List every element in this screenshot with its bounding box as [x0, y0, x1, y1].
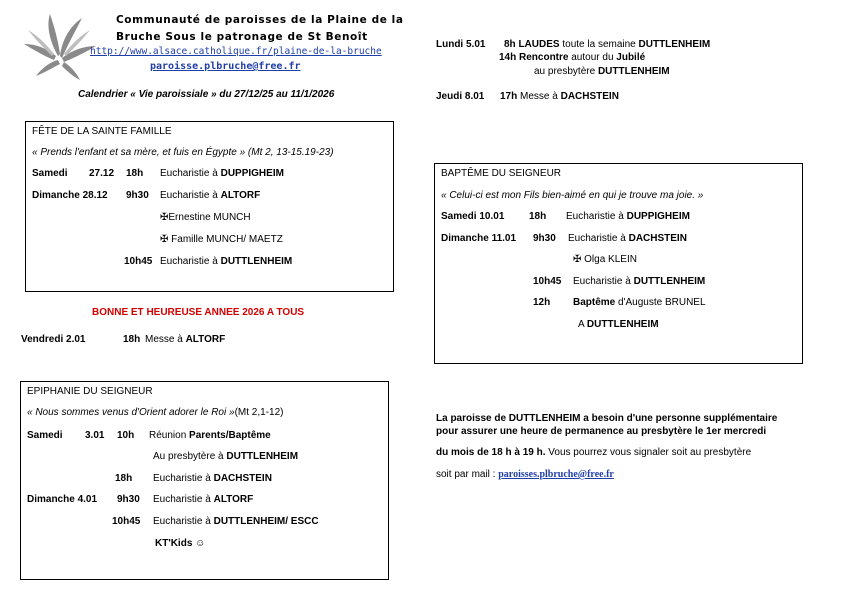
bp-r5-text: d'Auguste BRUNEL	[615, 297, 706, 308]
header-line-2: Bruche Sous le patronage de St Benoît	[116, 31, 368, 43]
ep-r5-time: 10h45	[112, 516, 141, 527]
calendar-title: Calendrier « Vie paroissiale » du 27/12/25 au 11/1/2026	[78, 89, 335, 100]
sf-r2-time: 9h30	[126, 190, 149, 201]
sainte-famille-quote: « Prends l'enfant et sa mère, et fuis en Égypte » (Mt 2, 13-15.19-23)	[32, 147, 334, 158]
bp-r2-daydate: Dimanche 11.01	[441, 233, 517, 244]
rt-l4-line	[500, 91, 619, 103]
notice-l3-bold: du mois de 18 h à 19 h.	[436, 447, 546, 458]
ep-r3-time: 18h	[115, 473, 133, 484]
sf-r1-line	[160, 168, 284, 180]
bp-r4-place: DUTTLENHEIM	[633, 276, 706, 287]
ep-r1-bold: Parents/Baptême	[189, 430, 271, 441]
bp-r5-time: 12h	[533, 297, 551, 308]
vendredi-daydate: Vendredi 2.01	[21, 334, 86, 345]
rt-l4-place: DACHSTEIN	[560, 91, 619, 102]
bp-r1-line	[566, 211, 690, 223]
ep-r5-line	[153, 516, 319, 528]
ep-r6-ktkids: KT'Kids ☺	[155, 538, 206, 549]
ep-r5-place: DUTTLENHEIM/ ESCC	[213, 516, 319, 527]
sf-r1-place: DUPPIGHEIM	[220, 168, 284, 179]
header-line-1: Communauté de paroisses de la Plaine de la	[116, 14, 404, 26]
bp-r6-text: A	[578, 319, 587, 330]
notice-l4-text: soit par mail :	[436, 469, 499, 480]
rt-l1-time: 8h	[504, 39, 516, 50]
bp-r5-line	[573, 297, 706, 309]
ep-r4-place: ALTORF	[213, 494, 254, 505]
sf-r5-place: DUTTLENHEIM	[220, 256, 293, 267]
sf-r1-time: 18h	[126, 168, 144, 179]
notice-line-1: La paroisse de DUTTLENHEIM a besoin d'une personne supplémentaire	[436, 413, 778, 424]
bapteme-quote: « Celui-ci est mon Fils bien-aimé en qui je trouve ma joie. »	[441, 190, 704, 201]
rt-l1-daydate: Lundi 5.01	[436, 39, 486, 50]
rt-l3-text: au presbytère	[534, 66, 598, 77]
ep-r4-daydate: Dimanche 4.01	[27, 494, 98, 505]
sf-r5-text: Eucharistie à	[160, 256, 221, 267]
vendredi-text: Messe à	[145, 334, 186, 345]
ep-r1-line	[149, 430, 271, 442]
ep-r1-text: Réunion	[149, 430, 190, 441]
ep-r4-line	[153, 494, 253, 506]
ep-r1-day: Samedi	[27, 430, 63, 441]
parish-logo	[20, 12, 98, 84]
bapteme-title: BAPTÊME DU SEIGNEUR	[441, 168, 562, 179]
rt-l2-bold2: Jubilé	[616, 52, 646, 63]
email-link[interactable]: paroisse.plbruche@free.fr	[150, 61, 301, 72]
notice-l3-text: Vous pourrez vous signaler soit au presbytère	[545, 447, 752, 458]
bp-r1-place: DUPPIGHEIM	[626, 211, 690, 222]
rt-l4-time: 17h	[500, 91, 518, 102]
ep-r1-date: 3.01	[85, 430, 105, 441]
ep-r4-time: 9h30	[117, 494, 140, 505]
bp-r3-intention: ✠ Olga KLEIN	[573, 254, 637, 265]
ep-r1-time: 10h	[117, 430, 135, 441]
sf-r1-day: Samedi	[32, 168, 68, 179]
ep-r3-line	[153, 473, 272, 485]
ep-r2-line	[153, 451, 298, 463]
sf-r2-place: ALTORF	[220, 190, 261, 201]
ep-r2-text: Au presbytère à	[153, 451, 227, 462]
bp-r2-time: 9h30	[533, 233, 556, 244]
bp-r4-line	[573, 276, 705, 288]
epiphanie-title: EPIPHANIE DU SEIGNEUR	[27, 386, 153, 397]
vendredi-time: 18h	[123, 334, 141, 345]
sf-r2-text: Eucharistie à	[160, 190, 221, 201]
sf-r5-time: 10h45	[124, 256, 153, 267]
epiphanie-ref: (Mt 2,1-12)	[234, 407, 284, 418]
bp-r2-place: DACHSTEIN	[628, 233, 687, 244]
bp-r1-time: 18h	[529, 211, 547, 222]
sainte-famille-title: FÊTE DE LA SAINTE FAMILLE	[32, 126, 172, 137]
rt-l1-bold: LAUDES	[518, 39, 560, 50]
new-year-greeting: BONNE ET HEUREUSE ANNEE 2026 A TOUS	[92, 307, 305, 318]
ep-r4-text: Eucharistie à	[153, 494, 214, 505]
sf-r1-text: Eucharistie à	[160, 168, 221, 179]
sf-r3-intention: ✠Ernestine MUNCH	[160, 212, 251, 223]
sf-r4-intention: ✠ Famille MUNCH/ MAETZ	[160, 234, 283, 245]
bp-r2-text: Eucharistie à	[568, 233, 629, 244]
rt-l3-line	[534, 66, 670, 78]
bp-r1-text: Eucharistie à	[566, 211, 627, 222]
sf-r2-daydate: Dimanche 28.12	[32, 190, 108, 201]
bp-r4-text: Eucharistie à	[573, 276, 634, 287]
sf-r2-line	[160, 190, 260, 202]
notice-line-3	[436, 447, 751, 459]
vendredi-place: ALTORF	[185, 334, 226, 345]
epiphanie-quote: « Nous sommes venus d'Orient adorer le Roi »	[27, 407, 235, 418]
bp-r6-line	[578, 319, 659, 331]
rt-l1-line	[504, 39, 710, 51]
rt-l2-text: autour du	[568, 52, 617, 63]
ep-r2-place: DUTTLENHEIM	[226, 451, 299, 462]
bp-r5-bold: Baptême	[573, 297, 616, 308]
bp-r2-line	[568, 233, 687, 245]
vendredi-line	[145, 334, 225, 346]
website-link[interactable]: http://www.alsace.catholique.fr/plaine-de-la-bruche	[90, 46, 382, 57]
rt-l2-bold: Rencontre	[519, 52, 569, 63]
notice-line-4	[436, 469, 614, 481]
epiphanie-quote-line	[27, 407, 283, 419]
rt-l4-daydate: Jeudi 8.01	[436, 91, 485, 102]
rt-l2-time: 14h	[499, 52, 517, 63]
ep-r3-text: Eucharistie à	[153, 473, 214, 484]
sf-r5-line	[160, 256, 292, 268]
bp-r4-time: 10h45	[533, 276, 562, 287]
rt-l4-text: Messe à	[520, 91, 561, 102]
bp-r6-place: DUTTLENHEIM	[586, 319, 659, 330]
rt-l1-place: DUTTLENHEIM	[638, 39, 711, 50]
notice-email-link[interactable]: paroisses.plbruche@free.fr	[498, 469, 614, 480]
rt-l3-place: DUTTLENHEIM	[597, 66, 670, 77]
ep-r5-text: Eucharistie à	[153, 516, 214, 527]
rt-l1-text: toute la semaine	[559, 39, 639, 50]
bp-r1-daydate: Samedi 10.01	[441, 211, 505, 222]
notice-line-2: pour assurer une heure de permanence au presbytère le 1er mercredi	[436, 426, 767, 437]
sf-r1-date: 27.12	[89, 168, 115, 179]
ep-r3-place: DACHSTEIN	[213, 473, 272, 484]
rt-l2-line	[499, 52, 645, 64]
